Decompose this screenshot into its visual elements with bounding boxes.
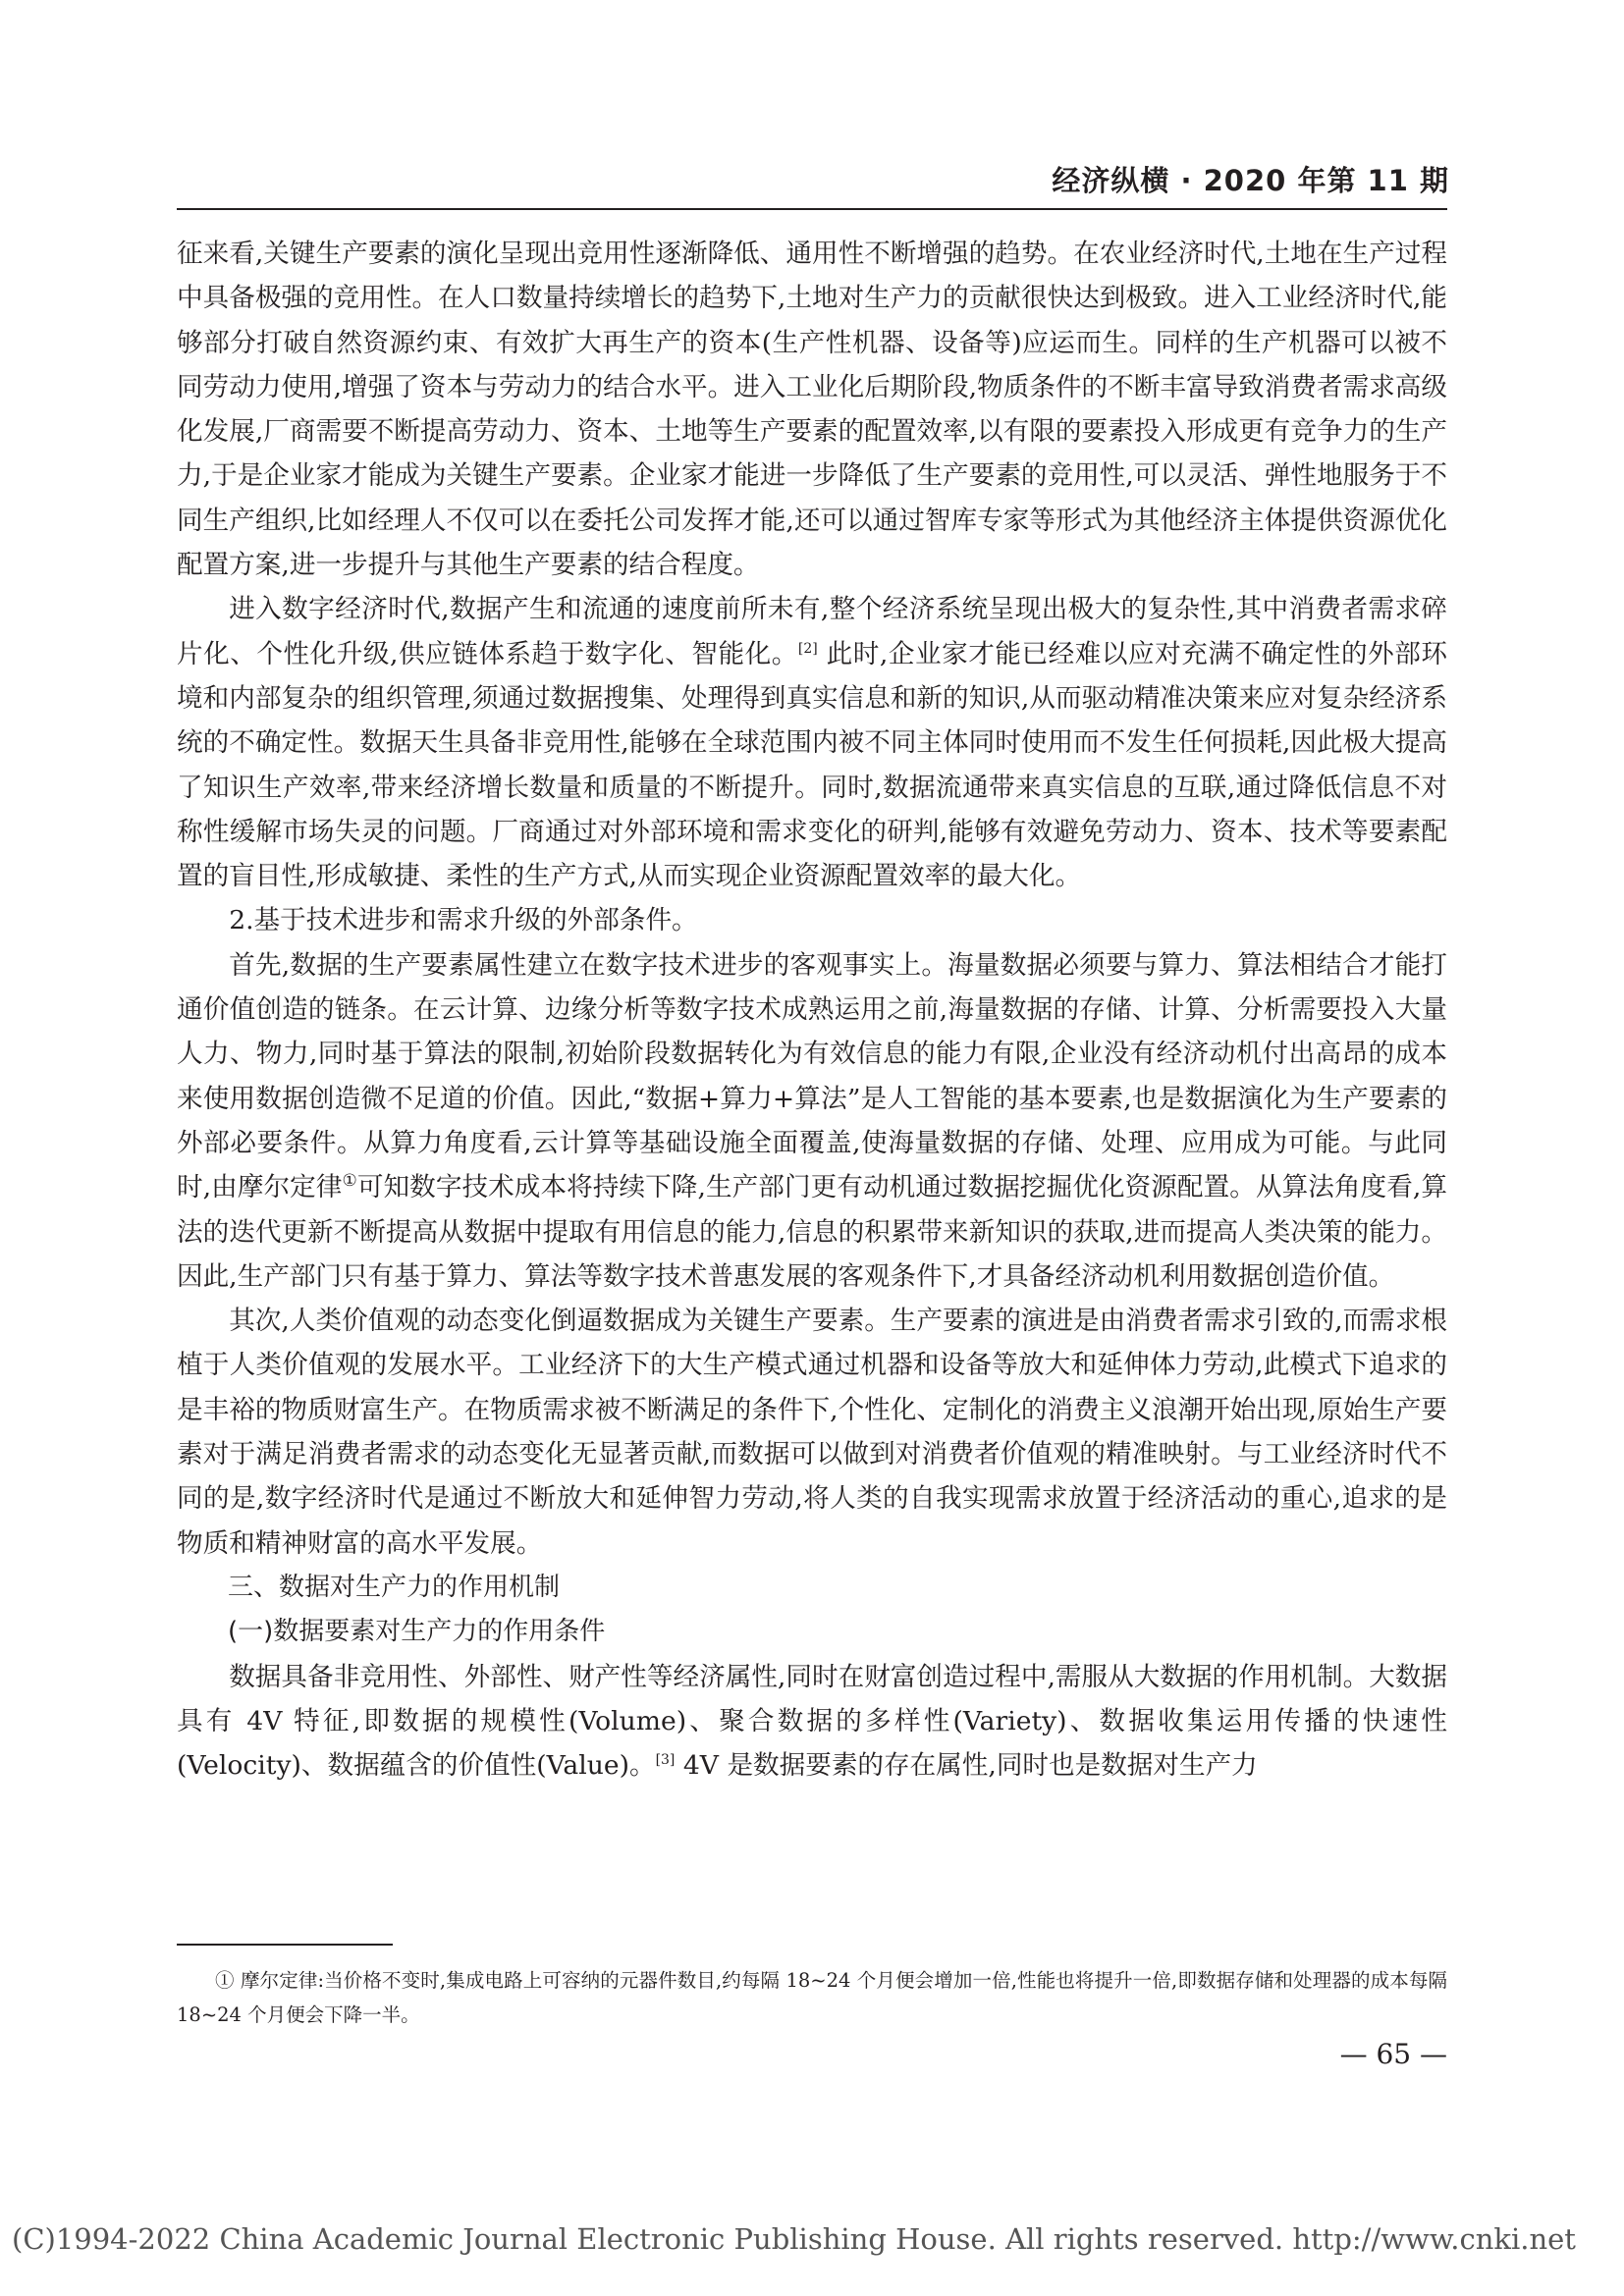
paragraph-5 bbox=[177, 1655, 1447, 1789]
footnote-mark-1[interactable]: ① bbox=[342, 1171, 357, 1192]
footnote-1: ① 摩尔定律:当价格不变时,集成电路上可容纳的元器件数目,约每隔 18~24 个月便会增加一倍,性能也将提升一倍,即数据存储和处理器的成本每隔 18~24 个月便会下降一半。 bbox=[177, 1969, 1447, 2026]
citation-ref-2[interactable]: [2] bbox=[797, 640, 818, 657]
paragraph-1: 征来看,关键生产要素的演化呈现出竞用性逐渐降低、通用性不断增强的趋势。在农业经济时代,土地在生产过程中具备极强的竞用性。在人口数量持续增长的趋势下,土地对生产力的贡献很快达到极致。进入工业经济时代,能够部分打破自然资源约束、有效扩大再生产的资本(生产性机器、设备等)应运而生。同样的生产机器可以被不同劳动力使用,增强了资本与劳动力的结合水平。进入工业化后期阶段,物质条件的不断丰富导致消费者需求高级化发展,厂商需要不断提高劳动力、资本、土地等生产要素的配置效率,以有限的要素投入形成更有竞争力的生产力,于是企业家才能成为关键生产要素。企业家才能进一步降低了生产要素的竞用性,可以灵活、弹性地服务于不同生产组织,比如经理人不仅可以在委托公司发挥才能,还可以通过智库专家等形式为其他经济主体提供资源优化配置方案,进一步提升与其他生产要素的结合程度。 bbox=[177, 239, 1447, 581]
journal-header-title: 经济纵横 · 2020 年第 11 期 bbox=[1052, 164, 1449, 197]
paragraph-3-text-a: 首先,数据的生产要素属性建立在数字技术进步的客观事实上。海量数据必须要与算力、算法相结合才能打通价值创造的链条。在云计算、边缘分析等数字技术成熟运用之前,海量数据的存储、计算、分析需要投入大量人力、物力,同时基于算法的限制,初始阶段数据转化为有效信息的能力有限,企业没有经济动机付出高昂的成本来使用数据创造微不足道的价值。因此,“数据+算力+算法”是人工智能的基本要素,也是数据演化为生产要素的外部必要条件。从算力角度看,云计算等基础设施全面覆盖,使海量数据的存储、处理、应用成为可能。与此同时,由摩尔定律 bbox=[177, 949, 1447, 1203]
paragraph-2 bbox=[177, 587, 1447, 898]
subsection-heading-1: (一)数据要素对生产力的作用条件 bbox=[228, 1617, 606, 1647]
paragraph-5-text-b: 4V 是数据要素的存在属性,同时也是数据对生产力 bbox=[675, 1750, 1258, 1782]
page-number: — 65 — bbox=[1339, 2038, 1447, 2070]
paragraph-2-text-b: 此时,企业家才能已经难以应对充满不确定性的外部环境和内部复杂的组织管理,须通过数据搜集、处理得到真实信息和新的知识,从而驱动精准决策来应对复杂经济系统的不确定性。数据天生具备非竞用性,能够在全球范围内被不同主体同时使用而不发生任何损耗,因此极大提高了知识生产效率,带来经济增长数量和质量的不断提升。同时,数据流通带来真实信息的互联,通过降低信息不对称性缓解市场失灵的问题。厂商通过对外部环境和需求变化的研判,能够有效避免劳动力、资本、技术等要素配置的盲目性,形成敏捷、柔性的生产方式,从而实现企业资源配置效率的最大化。 bbox=[177, 638, 1448, 892]
footnote-divider bbox=[177, 1944, 393, 1946]
paragraph-3-text-b: 可知数字技术成本将持续下降,生产部门更有动机通过数据挖掘优化资源配置。从算法角度看,算法的迭代更新不断提高从数据中提取有用信息的能力,信息的积累带来新知识的获取,进而提高人类决策的能力。因此,生产部门只有基于算力、算法等数字技术普惠发展的客观条件下,才具备经济动机利用数据创造价值。 bbox=[177, 1172, 1448, 1292]
citation-ref-3[interactable]: [3] bbox=[655, 1752, 676, 1769]
subheading-2: 2.基于技术进步和需求升级的外部条件。 bbox=[229, 905, 698, 936]
paragraph-3 bbox=[177, 943, 1447, 1299]
paragraph-4: 其次,人类价值观的动态变化倒逼数据成为关键生产要素。生产要素的演进是由消费者需求引致的,而需求根植于人类价值观的发展水平。工业经济下的大生产模式通过机器和设备等放大和延伸体力劳动,此模式下追求的是丰裕的物质财富生产。在物质需求被不断满足的条件下,个性化、定制化的消费主义浪潮开始出现,原始生产要素对于满足消费者需求的动态变化无显著贡献,而数据可以做到对消费者价值观的精准映射。与工业经济时代不同的是,数字经济时代是通过不断放大和延伸智力劳动,将人类的自我实现需求放置于经济活动的重心,追求的是物质和精神财富的高水平发展。 bbox=[177, 1306, 1447, 1559]
section-heading-3: 三、数据对生产力的作用机制 bbox=[228, 1572, 561, 1602]
header-divider bbox=[177, 208, 1447, 210]
article-body bbox=[177, 232, 1447, 1788]
copyright-notice: (C)1994-2022 China Academic Journal Electronic Publishing House. All rights reserved. http://www.cnki.net bbox=[12, 2222, 1576, 2256]
paragraph-2-text-a: 进入数字经济时代,数据产生和流通的速度前所未有,整个经济系统呈现出极大的复杂性,其中消费者需求碎片化、个性化升级,供应链体系趋于数字化、智能化。 bbox=[177, 594, 1447, 669]
paragraph-5-text-a: 数据具备非竞用性、外部性、财产性等经济属性,同时在财富创造过程中,需服从大数据的作用机制。大数据具有 4V 特征,即数据的规模性(Volume)、聚合数据的多样性(Variety)、数据收集运用传播的快速性(Velocity)、数据蕴含的价值性(Value)。 bbox=[177, 1661, 1447, 1782]
